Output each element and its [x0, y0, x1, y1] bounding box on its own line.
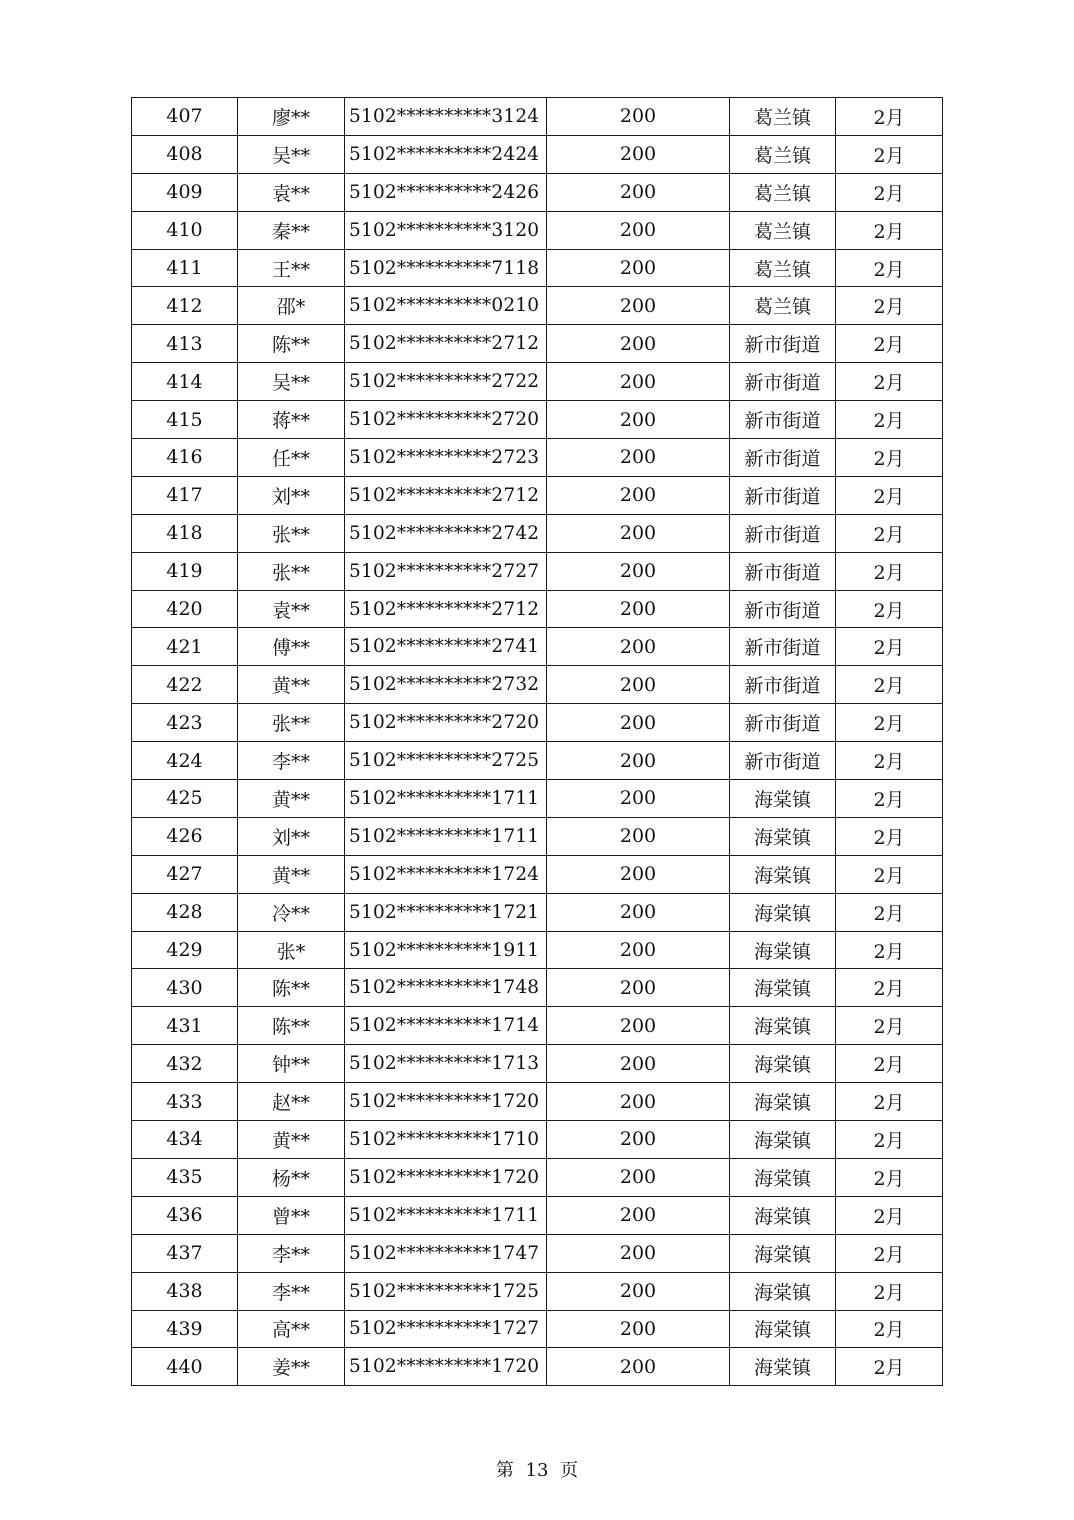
town-cell: 新市街道: [730, 628, 836, 666]
amount-cell: 200: [547, 439, 730, 477]
month-cell: 2月: [836, 287, 943, 325]
name-cell: 姜**: [238, 1348, 345, 1386]
table-row: [132, 249, 943, 287]
town-cell: 海棠镇: [730, 1272, 836, 1310]
amount-cell: 200: [547, 817, 730, 855]
id-number-cell: 5102**********1710: [345, 1121, 547, 1159]
id-number-cell: 5102**********1727: [345, 1310, 547, 1348]
town-cell: 海棠镇: [730, 1045, 836, 1083]
serial-number-cell: 431: [132, 1007, 238, 1045]
table-row: [132, 628, 943, 666]
id-number-cell: 5102**********0210: [345, 287, 547, 325]
table-row: [132, 893, 943, 931]
id-number-cell: 5102**********2720: [345, 704, 547, 742]
month-cell: 2月: [836, 1348, 943, 1386]
amount-cell: 200: [547, 1234, 730, 1272]
name-cell: 陈**: [238, 325, 345, 363]
town-cell: 新市街道: [730, 476, 836, 514]
month-cell: 2月: [836, 1045, 943, 1083]
table-row: [132, 325, 943, 363]
name-cell: 吴**: [238, 363, 345, 401]
serial-number-cell: 421: [132, 628, 238, 666]
serial-number-cell: 420: [132, 590, 238, 628]
table-row: [132, 514, 943, 552]
town-cell: 新市街道: [730, 401, 836, 439]
amount-cell: 200: [547, 173, 730, 211]
name-cell: 李**: [238, 1234, 345, 1272]
month-cell: 2月: [836, 1121, 943, 1159]
id-number-cell: 5102**********1713: [345, 1045, 547, 1083]
table-row: [132, 401, 943, 439]
amount-cell: 200: [547, 325, 730, 363]
amount-cell: 200: [547, 628, 730, 666]
serial-number-cell: 428: [132, 893, 238, 931]
amount-cell: 200: [547, 704, 730, 742]
serial-number-cell: 417: [132, 476, 238, 514]
town-cell: 葛兰镇: [730, 135, 836, 173]
month-cell: 2月: [836, 552, 943, 590]
town-cell: 葛兰镇: [730, 98, 836, 136]
table-row: [132, 1272, 943, 1310]
name-cell: 张**: [238, 552, 345, 590]
month-cell: 2月: [836, 363, 943, 401]
id-number-cell: 5102**********2722: [345, 363, 547, 401]
town-cell: 海棠镇: [730, 893, 836, 931]
amount-cell: 200: [547, 893, 730, 931]
name-cell: 邵*: [238, 287, 345, 325]
name-cell: 赵**: [238, 1083, 345, 1121]
serial-number-cell: 438: [132, 1272, 238, 1310]
town-cell: 葛兰镇: [730, 173, 836, 211]
table-row: [132, 1348, 943, 1386]
town-cell: 海棠镇: [730, 1196, 836, 1234]
month-cell: 2月: [836, 855, 943, 893]
id-number-cell: 5102**********1724: [345, 855, 547, 893]
town-cell: 新市街道: [730, 439, 836, 477]
serial-number-cell: 419: [132, 552, 238, 590]
id-number-cell: 5102**********1711: [345, 817, 547, 855]
name-cell: 黄**: [238, 1121, 345, 1159]
town-cell: 海棠镇: [730, 1348, 836, 1386]
name-cell: 黄**: [238, 780, 345, 818]
serial-number-cell: 436: [132, 1196, 238, 1234]
id-number-cell: 5102**********1711: [345, 1196, 547, 1234]
id-number-cell: 5102**********1911: [345, 931, 547, 969]
id-number-cell: 5102**********3124: [345, 98, 547, 136]
table-row: [132, 173, 943, 211]
amount-cell: 200: [547, 590, 730, 628]
town-cell: 葛兰镇: [730, 287, 836, 325]
table-row: [132, 287, 943, 325]
table-row: [132, 817, 943, 855]
amount-cell: 200: [547, 249, 730, 287]
month-cell: 2月: [836, 1310, 943, 1348]
amount-cell: 200: [547, 1272, 730, 1310]
amount-cell: 200: [547, 1083, 730, 1121]
table-row: [132, 1083, 943, 1121]
month-cell: 2月: [836, 476, 943, 514]
serial-number-cell: 440: [132, 1348, 238, 1386]
town-cell: 海棠镇: [730, 1007, 836, 1045]
amount-cell: 200: [547, 666, 730, 704]
amount-cell: 200: [547, 98, 730, 136]
serial-number-cell: 416: [132, 439, 238, 477]
month-cell: 2月: [836, 1083, 943, 1121]
table-row: [132, 211, 943, 249]
name-cell: 刘**: [238, 476, 345, 514]
town-cell: 海棠镇: [730, 1234, 836, 1272]
serial-number-cell: 414: [132, 363, 238, 401]
id-number-cell: 5102**********1720: [345, 1158, 547, 1196]
table-row: [132, 363, 943, 401]
id-number-cell: 5102**********1748: [345, 969, 547, 1007]
name-cell: 吴**: [238, 135, 345, 173]
id-number-cell: 5102**********1747: [345, 1234, 547, 1272]
id-number-cell: 5102**********2727: [345, 552, 547, 590]
serial-number-cell: 425: [132, 780, 238, 818]
month-cell: 2月: [836, 666, 943, 704]
amount-cell: 200: [547, 1158, 730, 1196]
table-row: [132, 1196, 943, 1234]
serial-number-cell: 427: [132, 855, 238, 893]
month-cell: 2月: [836, 893, 943, 931]
month-cell: 2月: [836, 1158, 943, 1196]
serial-number-cell: 408: [132, 135, 238, 173]
table-row: [132, 98, 943, 136]
serial-number-cell: 415: [132, 401, 238, 439]
id-number-cell: 5102**********2742: [345, 514, 547, 552]
amount-cell: 200: [547, 855, 730, 893]
month-cell: 2月: [836, 780, 943, 818]
town-cell: 海棠镇: [730, 817, 836, 855]
table-row: [132, 1007, 943, 1045]
town-cell: 新市街道: [730, 704, 836, 742]
month-cell: 2月: [836, 1234, 943, 1272]
town-cell: 新市街道: [730, 742, 836, 780]
serial-number-cell: 407: [132, 98, 238, 136]
name-cell: 袁**: [238, 590, 345, 628]
table-row: [132, 1158, 943, 1196]
month-cell: 2月: [836, 325, 943, 363]
table-row: [132, 780, 943, 818]
month-cell: 2月: [836, 1272, 943, 1310]
month-cell: 2月: [836, 628, 943, 666]
town-cell: 新市街道: [730, 325, 836, 363]
name-cell: 陈**: [238, 1007, 345, 1045]
name-cell: 廖**: [238, 98, 345, 136]
serial-number-cell: 435: [132, 1158, 238, 1196]
serial-number-cell: 422: [132, 666, 238, 704]
amount-cell: 200: [547, 476, 730, 514]
table-row: [132, 666, 943, 704]
page-number: 第 13 页: [495, 1460, 579, 1481]
serial-number-cell: 433: [132, 1083, 238, 1121]
id-number-cell: 5102**********2723: [345, 439, 547, 477]
town-cell: 海棠镇: [730, 969, 836, 1007]
name-cell: 张**: [238, 704, 345, 742]
month-cell: 2月: [836, 135, 943, 173]
id-number-cell: 5102**********1720: [345, 1083, 547, 1121]
table-row: [132, 855, 943, 893]
name-cell: 杨**: [238, 1158, 345, 1196]
id-number-cell: 5102**********7118: [345, 249, 547, 287]
amount-cell: 200: [547, 363, 730, 401]
id-number-cell: 5102**********2426: [345, 173, 547, 211]
amount-cell: 200: [547, 401, 730, 439]
month-cell: 2月: [836, 211, 943, 249]
table-row: [132, 476, 943, 514]
id-number-cell: 5102**********2424: [345, 135, 547, 173]
amount-cell: 200: [547, 552, 730, 590]
month-cell: 2月: [836, 1007, 943, 1045]
month-cell: 2月: [836, 173, 943, 211]
serial-number-cell: 432: [132, 1045, 238, 1083]
town-cell: 海棠镇: [730, 1158, 836, 1196]
name-cell: 秦**: [238, 211, 345, 249]
town-cell: 海棠镇: [730, 1310, 836, 1348]
serial-number-cell: 434: [132, 1121, 238, 1159]
serial-number-cell: 410: [132, 211, 238, 249]
month-cell: 2月: [836, 98, 943, 136]
table-row: [132, 1234, 943, 1272]
table-row: [132, 439, 943, 477]
serial-number-cell: 418: [132, 514, 238, 552]
table-body: [132, 98, 943, 1386]
serial-number-cell: 439: [132, 1310, 238, 1348]
name-cell: 李**: [238, 742, 345, 780]
name-cell: 冷**: [238, 893, 345, 931]
name-cell: 张**: [238, 514, 345, 552]
table-row: [132, 931, 943, 969]
table-row: [132, 590, 943, 628]
amount-cell: 200: [547, 1348, 730, 1386]
name-cell: 傅**: [238, 628, 345, 666]
id-number-cell: 5102**********2732: [345, 666, 547, 704]
id-number-cell: 5102**********2725: [345, 742, 547, 780]
serial-number-cell: 426: [132, 817, 238, 855]
amount-cell: 200: [547, 135, 730, 173]
town-cell: 新市街道: [730, 363, 836, 401]
table-row: [132, 1310, 943, 1348]
amount-cell: 200: [547, 514, 730, 552]
month-cell: 2月: [836, 1196, 943, 1234]
serial-number-cell: 424: [132, 742, 238, 780]
serial-number-cell: 411: [132, 249, 238, 287]
town-cell: 海棠镇: [730, 855, 836, 893]
amount-cell: 200: [547, 1007, 730, 1045]
town-cell: 葛兰镇: [730, 249, 836, 287]
serial-number-cell: 409: [132, 173, 238, 211]
month-cell: 2月: [836, 439, 943, 477]
month-cell: 2月: [836, 969, 943, 1007]
name-cell: 袁**: [238, 173, 345, 211]
serial-number-cell: 413: [132, 325, 238, 363]
serial-number-cell: 429: [132, 931, 238, 969]
amount-cell: 200: [547, 1196, 730, 1234]
table-row: [132, 135, 943, 173]
table-row: [132, 1045, 943, 1083]
table-row: [132, 969, 943, 1007]
town-cell: 海棠镇: [730, 1121, 836, 1159]
table-row: [132, 742, 943, 780]
table-row: [132, 552, 943, 590]
month-cell: 2月: [836, 931, 943, 969]
amount-cell: 200: [547, 1310, 730, 1348]
id-number-cell: 5102**********2720: [345, 401, 547, 439]
amount-cell: 200: [547, 742, 730, 780]
table-row: [132, 1121, 943, 1159]
town-cell: 新市街道: [730, 666, 836, 704]
name-cell: 蒋**: [238, 401, 345, 439]
table-row: [132, 704, 943, 742]
name-cell: 黄**: [238, 666, 345, 704]
month-cell: 2月: [836, 401, 943, 439]
town-cell: 新市街道: [730, 514, 836, 552]
serial-number-cell: 430: [132, 969, 238, 1007]
id-number-cell: 5102**********1725: [345, 1272, 547, 1310]
name-cell: 黄**: [238, 855, 345, 893]
town-cell: 葛兰镇: [730, 211, 836, 249]
amount-cell: 200: [547, 931, 730, 969]
id-number-cell: 5102**********1714: [345, 1007, 547, 1045]
amount-cell: 200: [547, 211, 730, 249]
amount-cell: 200: [547, 780, 730, 818]
name-cell: 钟**: [238, 1045, 345, 1083]
town-cell: 海棠镇: [730, 931, 836, 969]
name-cell: 王**: [238, 249, 345, 287]
month-cell: 2月: [836, 742, 943, 780]
id-number-cell: 5102**********1711: [345, 780, 547, 818]
name-cell: 刘**: [238, 817, 345, 855]
month-cell: 2月: [836, 817, 943, 855]
amount-cell: 200: [547, 1045, 730, 1083]
name-cell: 曾**: [238, 1196, 345, 1234]
town-cell: 新市街道: [730, 590, 836, 628]
month-cell: 2月: [836, 704, 943, 742]
id-number-cell: 5102**********2741: [345, 628, 547, 666]
id-number-cell: 5102**********2712: [345, 325, 547, 363]
month-cell: 2月: [836, 590, 943, 628]
name-cell: 高**: [238, 1310, 345, 1348]
amount-cell: 200: [547, 1121, 730, 1159]
serial-number-cell: 412: [132, 287, 238, 325]
serial-number-cell: 437: [132, 1234, 238, 1272]
amount-cell: 200: [547, 969, 730, 1007]
id-number-cell: 5102**********2712: [345, 476, 547, 514]
id-number-cell: 5102**********2712: [345, 590, 547, 628]
name-cell: 李**: [238, 1272, 345, 1310]
id-number-cell: 5102**********1720: [345, 1348, 547, 1386]
id-number-cell: 5102**********3120: [345, 211, 547, 249]
town-cell: 海棠镇: [730, 780, 836, 818]
town-cell: 新市街道: [730, 552, 836, 590]
data-table: [131, 97, 943, 1386]
month-cell: 2月: [836, 514, 943, 552]
name-cell: 张*: [238, 931, 345, 969]
name-cell: 任**: [238, 439, 345, 477]
name-cell: 陈**: [238, 969, 345, 1007]
amount-cell: 200: [547, 287, 730, 325]
month-cell: 2月: [836, 249, 943, 287]
serial-number-cell: 423: [132, 704, 238, 742]
town-cell: 海棠镇: [730, 1083, 836, 1121]
id-number-cell: 5102**********1721: [345, 893, 547, 931]
